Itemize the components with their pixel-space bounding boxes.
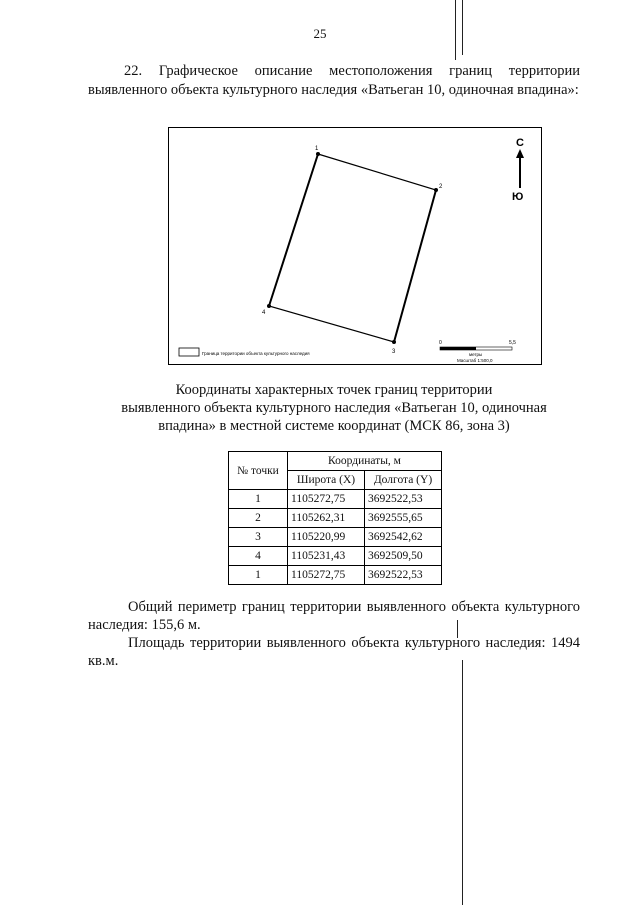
cell-x: 1105272,75	[288, 566, 365, 585]
cell-y: 3692555,65	[365, 509, 442, 528]
perimeter-paragraph: Общий периметр границ территории выявленного объекта культурного наследия: 155,6 м.	[88, 599, 580, 633]
vertex-2	[434, 188, 438, 192]
vertex-4	[267, 304, 271, 308]
caption-line: впадина» в местной системе координат (МСК 86, зона 3)	[158, 418, 510, 434]
legend-text: Граница территории объекта культурного наследия	[202, 351, 310, 356]
cell-point: 3	[229, 528, 288, 547]
table-row	[229, 566, 442, 585]
vertex-label-2: 2	[439, 184, 443, 190]
table-row	[229, 528, 442, 547]
area-paragraph: Площадь территории выявленного объекта культурного наследия: 1494 кв.м.	[88, 635, 580, 669]
table-row	[229, 509, 442, 528]
scale-ratio: Масштаб 1:500,0	[457, 358, 493, 363]
table-row	[229, 490, 442, 509]
north-arrow-head-icon	[516, 149, 524, 158]
map-svg	[169, 128, 543, 366]
cell-y: 3692509,50	[365, 547, 442, 566]
scale-unit: метры	[469, 352, 483, 357]
vertex-3	[392, 340, 396, 344]
compass-north: С	[516, 137, 524, 149]
header-lat: Широта (X)	[288, 471, 365, 490]
cell-y: 3692522,53	[365, 490, 442, 509]
cell-point: 1	[229, 490, 288, 509]
scale-start: 0	[439, 340, 442, 346]
vertex-label-4: 4	[262, 310, 266, 316]
header-lon: Долгота (Y)	[365, 471, 442, 490]
header-coords: Координаты, м	[288, 452, 442, 471]
cell-y: 3692522,53	[365, 566, 442, 585]
caption-line: Координаты характерных точек границ территории	[175, 382, 493, 398]
boundary-edge-heavy	[269, 154, 318, 306]
scan-line	[462, 660, 463, 905]
cell-x: 1105272,75	[288, 490, 365, 509]
cell-y: 3692542,62	[365, 528, 442, 547]
cell-x: 1105220,99	[288, 528, 365, 547]
coordinates-table	[228, 451, 442, 585]
table-row	[229, 547, 442, 566]
section-heading: 22. Графическое описание местоположения границ территории выявленного объекта культурного наследия «Ватьеган 10, одиночная впадина»:	[88, 63, 580, 98]
scale-bar-fill	[440, 347, 476, 350]
vertex-label-3: 3	[392, 349, 396, 355]
vertex-label-1: 1	[315, 146, 319, 152]
cell-point: 4	[229, 547, 288, 566]
page-number: 25	[313, 26, 327, 41]
scale-end: 5,5	[509, 340, 516, 346]
boundary-map	[168, 127, 542, 365]
caption-line: выявленного объекта культурного наследия «Ватьеган 10, одиночная	[121, 400, 547, 416]
cell-x: 1105262,31	[288, 509, 365, 528]
coordinates-caption	[88, 381, 580, 435]
cell-x: 1105231,43	[288, 547, 365, 566]
boundary-edge-heavy	[394, 190, 436, 342]
compass-south: Ю	[512, 191, 524, 203]
boundary-polygon	[269, 154, 436, 342]
cell-point: 2	[229, 509, 288, 528]
legend-swatch	[179, 348, 199, 356]
header-point: № точки	[229, 452, 288, 490]
cell-point: 1	[229, 566, 288, 585]
vertex-1	[316, 152, 320, 156]
